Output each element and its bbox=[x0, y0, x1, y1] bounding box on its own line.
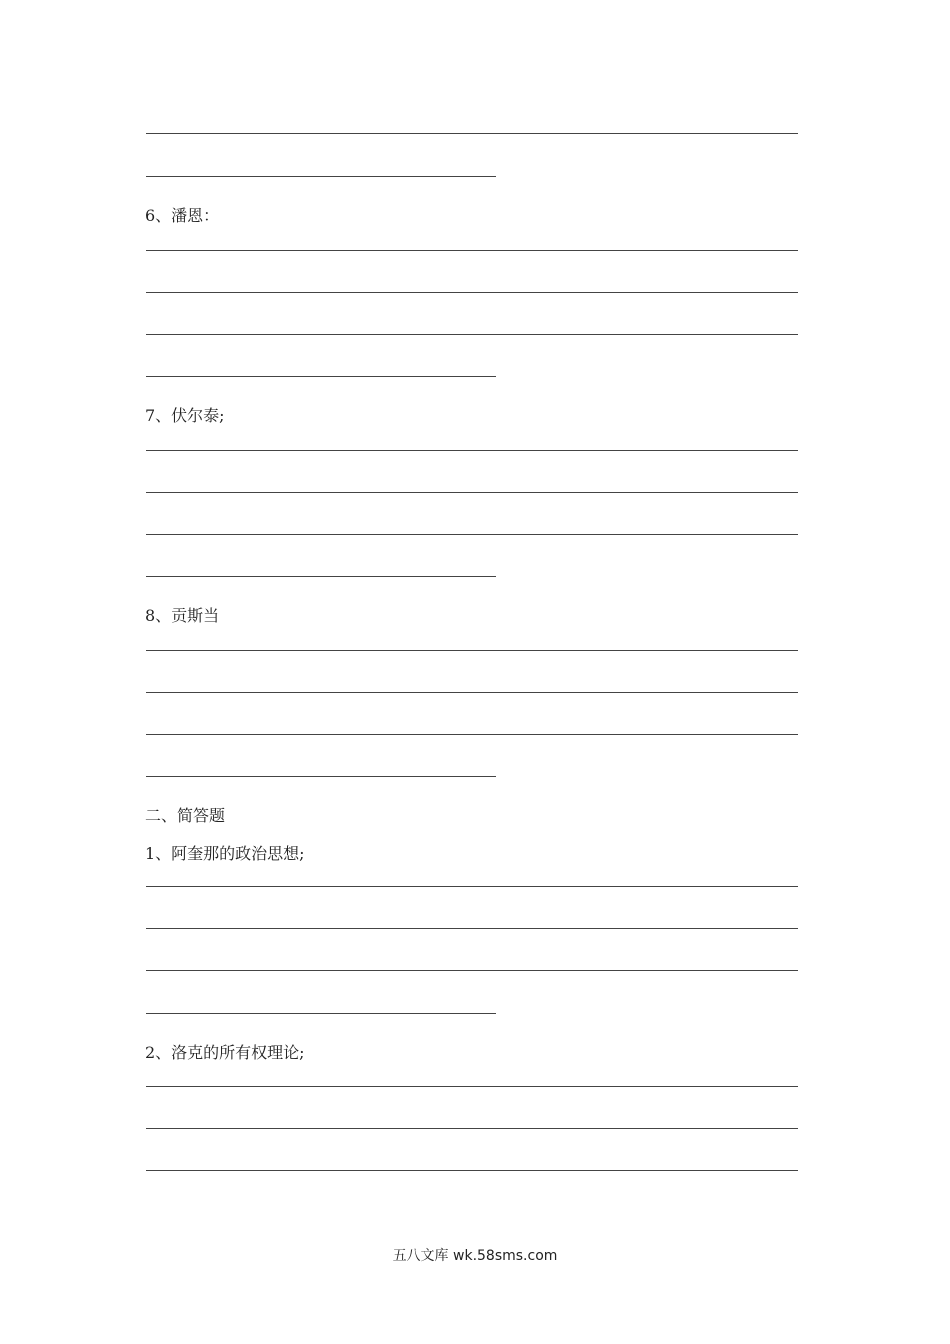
answer-line bbox=[146, 692, 798, 693]
answer-line bbox=[146, 176, 496, 177]
section-title: 二、简答题 bbox=[145, 806, 226, 825]
item-8-label: 8、贡斯当 bbox=[145, 606, 220, 625]
answer-line bbox=[146, 734, 798, 735]
answer-line bbox=[146, 1170, 798, 1171]
answer-line bbox=[146, 133, 798, 134]
answer-line bbox=[146, 576, 496, 577]
question-2-label: 2、洛克的所有权理论; bbox=[145, 1043, 305, 1062]
answer-line bbox=[146, 534, 798, 535]
answer-line bbox=[146, 776, 496, 777]
answer-line bbox=[146, 292, 798, 293]
answer-line bbox=[146, 928, 798, 929]
answer-line bbox=[146, 250, 798, 251]
answer-line bbox=[146, 650, 798, 651]
footer-watermark: 五八文库 wk.58sms.com bbox=[392, 1248, 558, 1264]
answer-line bbox=[146, 886, 798, 887]
item-6-label: 6、潘恩： bbox=[145, 206, 220, 225]
question-1-label: 1、阿奎那的政治思想; bbox=[145, 844, 305, 863]
item-7-label: 7、伏尔泰; bbox=[145, 406, 225, 425]
answer-line bbox=[146, 334, 798, 335]
answer-line bbox=[146, 1086, 798, 1087]
answer-line bbox=[146, 1128, 798, 1129]
answer-line bbox=[146, 1013, 496, 1014]
answer-line bbox=[146, 376, 496, 377]
answer-line bbox=[146, 970, 798, 971]
answer-line bbox=[146, 492, 798, 493]
answer-line bbox=[146, 450, 798, 451]
